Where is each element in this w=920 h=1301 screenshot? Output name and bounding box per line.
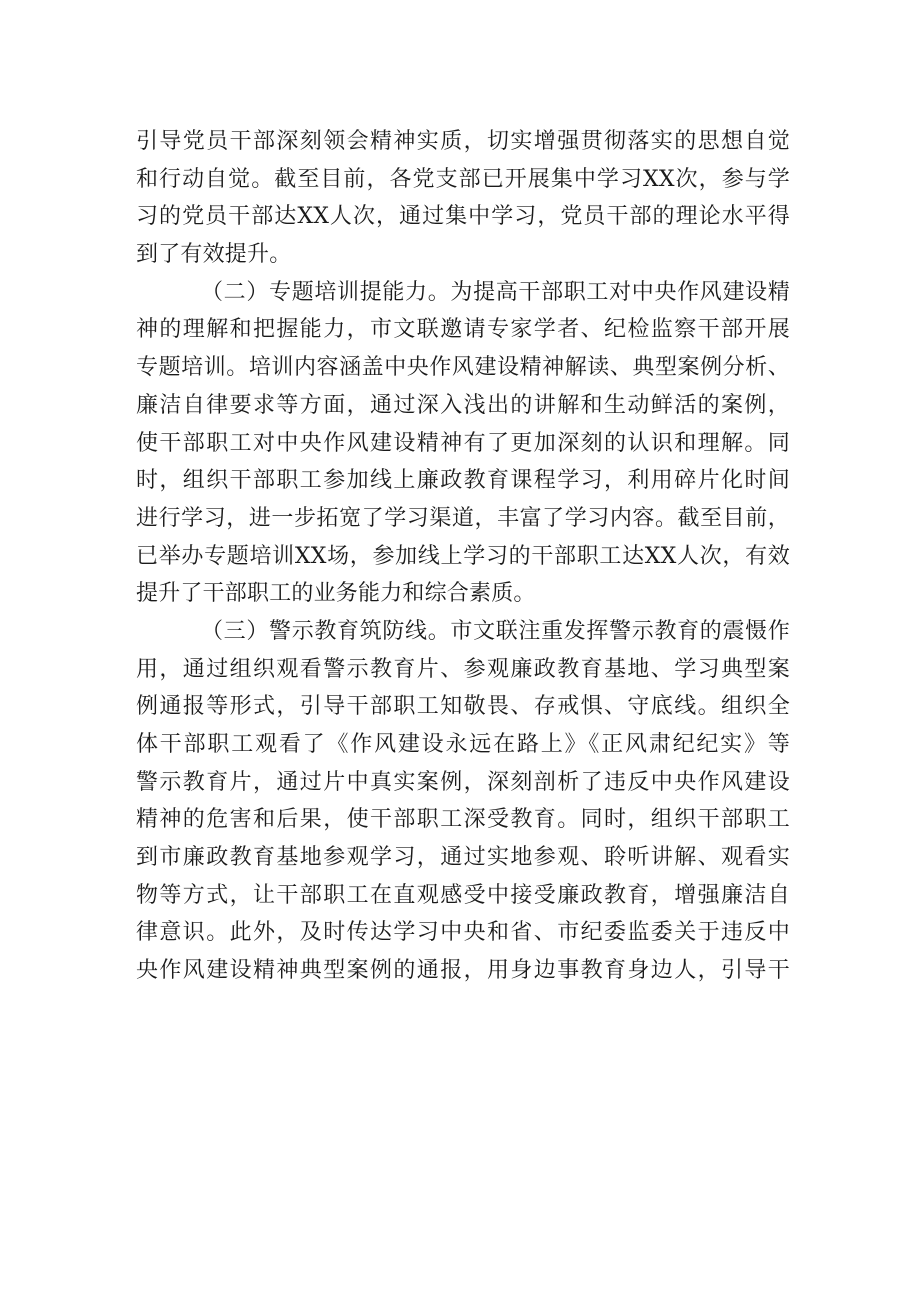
paragraph-3: [136, 613, 790, 990]
document-body: [136, 123, 790, 990]
text-line: 习的党员干部达XX人次，通过集中学习，党员干部的理论水平得: [136, 204, 790, 230]
text-line: 例通报等形式，引导干部职工知敬畏、存戒惧、守底线。组织全: [136, 694, 790, 720]
text-line: 体干部职工观看了《作风建设永远在路上》《正风肃纪纪实》等: [136, 732, 790, 757]
text-line: 廉洁自律要求等方面，通过深入浅出的讲解和生动鲜活的案例，: [136, 392, 790, 418]
text-line: 用，通过组织观看警示教育片、参观廉政教育基地、学习典型案: [136, 656, 790, 682]
paragraph-1: [136, 123, 790, 274]
text-line: 已举办专题培训XX场，参加线上学习的干部职工达XX人次，有效: [136, 543, 790, 569]
text-line: 专题培训。培训内容涵盖中央作风建设精神解读、典型案例分析、: [136, 355, 790, 381]
text-line: 提升了干部职工的业务能力和综合素质。: [136, 581, 536, 607]
text-line: 引导党员干部深刻领会精神实质，切实增强贯彻落实的思想自觉: [136, 129, 790, 154]
text-line: 到市廉政教育基地参观学习，通过实地参观、聆听讲解、观看实: [136, 845, 790, 871]
text-line: 时，组织干部职工参加线上廉政教育课程学习，利用碎片化时间: [136, 468, 790, 494]
text-line: 律意识。此外，及时传达学习中央和省、市纪委监委关于违反中: [136, 920, 790, 946]
text-line: 精神的危害和后果，使干部职工深受教育。同时，组织干部职工: [136, 807, 790, 833]
paragraph-2: [136, 274, 790, 613]
text-line: 到了有效提升。: [136, 242, 292, 268]
text-line: 和行动自觉。截至目前，各党支部已开展集中学习XX次，参与学: [136, 166, 790, 192]
text-line: 物等方式，让干部职工在直观感受中接受廉政教育，增强廉洁自: [136, 882, 790, 908]
section-heading-line: （三）警示教育筑防线。市文联注重发挥警示教育的震慑作: [201, 618, 790, 644]
text-line: 央作风建设精神典型案例的通报，用身边事教育身边人，引导干: [136, 958, 790, 984]
text-line: 进行学习，进一步拓宽了学习渠道，丰富了学习内容。截至目前，: [136, 505, 790, 531]
section-heading-line: （二）专题培训提能力。为提高干部职工对中央作风建设精: [201, 279, 790, 305]
text-line: 使干部职工对中央作风建设精神有了更加深刻的认识和理解。同: [136, 430, 790, 456]
text-line: 警示教育片，通过片中真实案例，深刻剖析了违反中央作风建设: [136, 769, 790, 795]
text-line: 神的理解和把握能力，市文联邀请专家学者、纪检监察干部开展: [136, 317, 790, 343]
